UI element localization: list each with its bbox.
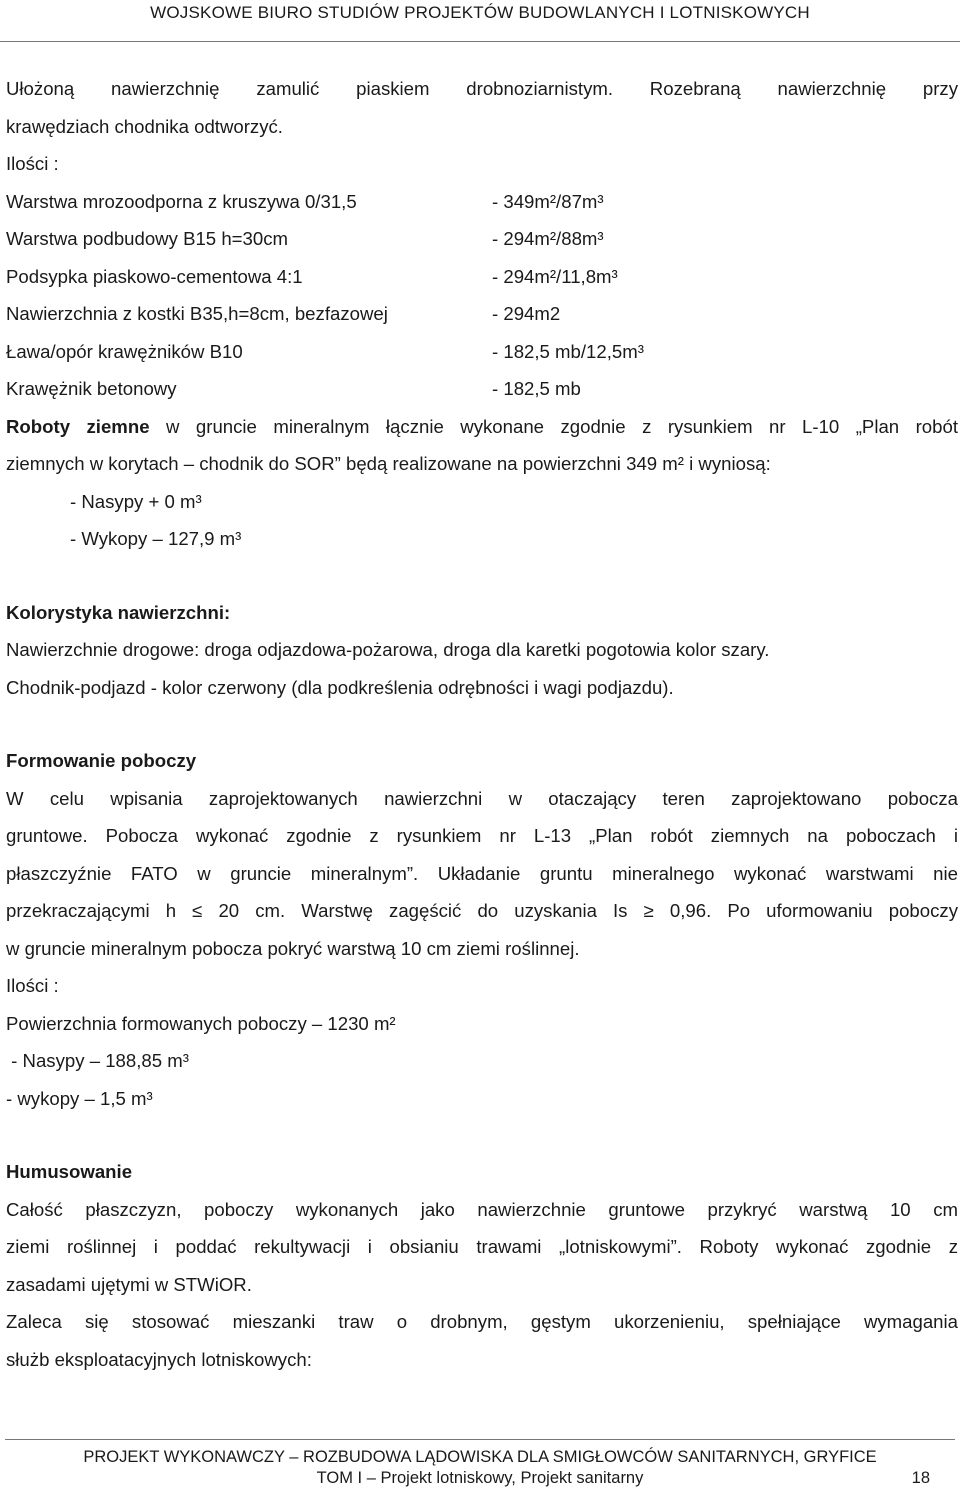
paragraph-line: gruntowe. Pobocza wykonać zgodnie z rysunkiem nr L-13 „Plan robót ziemnych na poboczach i [6,825,958,846]
footer-rule [5,1439,955,1440]
quantity-row [6,258,958,296]
quantity-value: - 182,5 mb/12,5m³ [492,340,644,362]
quantity-value: - 182,5 mb [492,378,581,399]
quantity-line: - Nasypy – 188,85 m³ [6,1050,189,1071]
document-body [6,70,958,1378]
header-rule [0,41,960,42]
header-text: WOJSKOWE BIURO STUDIÓW PROJEKTÓW BUDOWLANYCH I LOTNISKOWYCH [150,3,810,22]
paragraph-line: zasadami ujętymi w STWiOR. [6,1273,252,1295]
quantity-row [6,295,958,333]
section-heading-shoulders: Formowanie poboczy [6,750,197,771]
paragraph-line: przekraczającymi h ≤ 20 cm. Warstwę zagęścić do uzyskania Is ≥ 0,96. Po uformowaniu poboczy [6,900,958,921]
quantity-row [6,183,958,221]
earthworks-line-2: ziemnych w korytach – chodnik do SOR” będą realizowane na powierzchni 349 m² i wyniosą: [6,453,771,474]
paragraph-line: Nawierzchnie drogowe: droga odjazdowa-pożarowa, droga dla karetki pogotowia kolor szary. [6,639,770,660]
paragraph-line: służb eksploatacyjnych lotniskowych: [6,1348,312,1370]
quantity-row [6,370,958,408]
quantity-label: Warstwa podbudowy B15 h=30cm [6,228,288,249]
paragraph-line: Zaleca się stosować mieszanki traw o drobnym, gęstym ukorzenieniu, spełniające wymagania [6,1311,958,1332]
quantities-label: Ilości : [6,153,59,174]
quantity-label: Nawierzchnia z kostki B35,h=8cm, bezfazowej [6,303,388,324]
quantity-label: Warstwa mrozoodporna z kruszywa 0/31,5 [6,190,357,212]
page-header [0,0,960,42]
quantity-line: - wykopy – 1,5 m³ [6,1087,153,1109]
quantity-row [6,333,958,371]
paragraph-line: Całość płaszczyzn, poboczy wykonanych jako nawierzchnie gruntowe przykryć warstwą 10 cm [6,1198,958,1220]
earthworks-item: - Nasypy + 0 m³ [70,490,202,512]
paragraph-line: płaszczyźnie FATO w gruncie mineralnym”. Układanie gruntu mineralnego wykonać warstwami nie [6,862,958,884]
footer-volume-line [0,1468,960,1489]
quantity-label: Podsypka piaskowo-cementowa 4:1 [6,265,303,287]
paragraph-line: W celu wpisania zaprojektowanych nawierzchni w otaczający teren zaprojektowano pobocza [6,787,958,809]
quantity-line: Powierzchnia formowanych poboczy – 1230 m² [6,1012,396,1034]
footer-project-title: PROJEKT WYKONAWCZY – ROZBUDOWA LĄDOWISKA DLA SMIGŁOWCÓW SANITARNYCH, GRYFICE [83,1448,877,1466]
section-heading-humus: Humusowanie [6,1161,133,1182]
page-number: 18 [911,1469,930,1487]
earthworks-item: - Wykopy – 127,9 m³ [70,528,242,549]
quantity-value: - 294m²/88m³ [492,228,604,249]
intro-line-1: Ułożoną nawierzchnię zamulić piaskiem drobnoziarnistym. Rozebraną nawierzchnię przy [6,78,958,99]
paragraph-line: Chodnik-podjazd - kolor czerwony (dla podkreślenia odrębności i wagi podjazdu). [6,676,674,698]
quantity-label: Krawężnik betonowy [6,378,177,399]
footer-volume-title: TOM I – Projekt lotniskowy, Projekt sanitarny [316,1469,644,1487]
section-heading-colors: Kolorystyka nawierzchni: [6,601,231,623]
quantity-value: - 349m²/87m³ [492,190,604,212]
quantity-label: Ława/opór krawężników B10 [6,340,243,362]
earthworks-heading: Roboty ziemne [6,415,150,437]
intro-line-2: krawędziach chodnika odtworzyć. [6,115,283,137]
paragraph-line: w gruncie mineralnym pobocza pokryć warstwą 10 cm ziemi roślinnej. [6,937,580,959]
page-footer [0,1447,960,1489]
paragraph-line: ziemi roślinnej i poddać rekultywacji i obsianiu trawami „lotniskowymi”. Roboty wykonać zgodnie z [6,1236,958,1257]
quantities-label: Ilości : [6,975,59,996]
earthworks-line-1 [6,408,958,446]
earthworks-text: w gruncie mineralnym łącznie wykonane zgodnie z rysunkiem nr L-10 „Plan robót [149,415,958,437]
quantity-value: - 294m2 [492,303,561,324]
quantity-value: - 294m²/11,8m³ [492,265,618,287]
quantity-row [6,220,958,258]
